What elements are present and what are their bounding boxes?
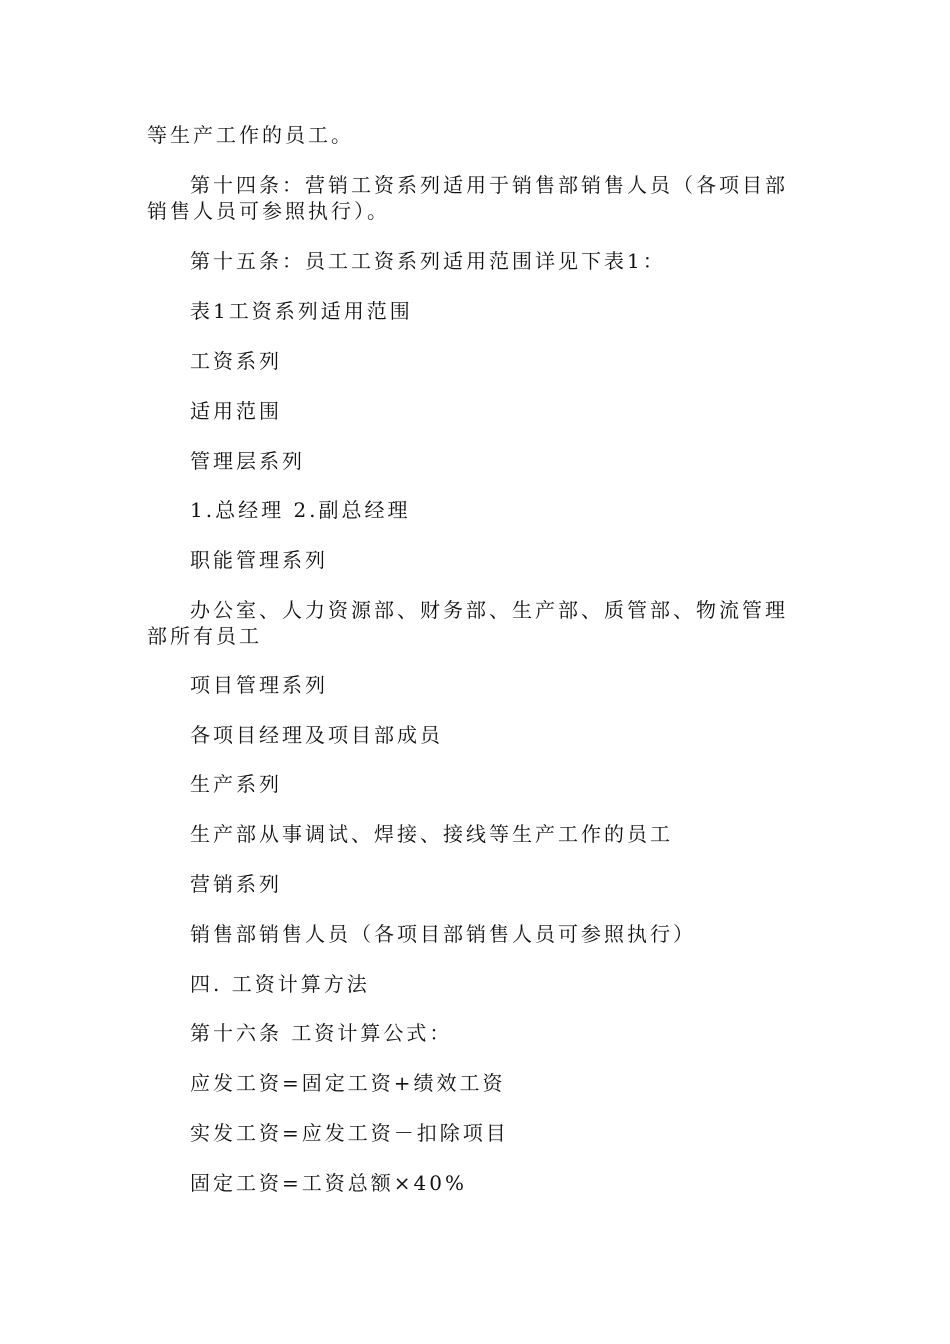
- table-cell-management-series: 管理层系列: [190, 449, 305, 473]
- paragraph-article-15: 第十五条：员工工资系列适用范围详见下表1：: [190, 249, 666, 273]
- formula-gross-wage: 应发工资=固定工资+绩效工资: [190, 1071, 506, 1095]
- section-heading-wage-calculation: 四. 工资计算方法: [190, 972, 370, 996]
- table-header-scope: 适用范围: [190, 399, 282, 423]
- table-caption: 表1工资系列适用范围: [190, 299, 413, 323]
- paragraph-article-16: 第十六条 工资计算公式：: [190, 1021, 453, 1045]
- formula-fixed-wage: 固定工资=工资总额×40%: [190, 1171, 467, 1195]
- table-cell-management-scope: 1.总经理 2.副总经理: [190, 498, 411, 522]
- table-cell-functional-series: 职能管理系列: [190, 548, 328, 572]
- table-cell-production-series: 生产系列: [190, 772, 282, 796]
- table-cell-sales-series: 营销系列: [190, 872, 282, 896]
- paragraph-article-14: 第十四条：营销工资系列适用于销售部销售人员（各项目部销售人员可参照执行）。: [147, 173, 788, 223]
- table-cell-sales-scope: 销售部销售人员（各项目部销售人员可参照执行）: [190, 922, 696, 946]
- table-cell-project-scope: 各项目经理及项目部成员: [190, 723, 443, 747]
- table-header-series: 工资系列: [190, 349, 282, 373]
- formula-net-wage: 实发工资=应发工资－扣除项目: [190, 1121, 509, 1145]
- table-cell-functional-scope: 办公室、人力资源部、财务部、生产部、质管部、物流管理部所有员工: [147, 598, 788, 648]
- paragraph-continuation: 等生产工作的员工。: [147, 123, 354, 147]
- table-cell-project-series: 项目管理系列: [190, 673, 328, 697]
- table-cell-production-scope: 生产部从事调试、焊接、接线等生产工作的员工: [190, 822, 673, 846]
